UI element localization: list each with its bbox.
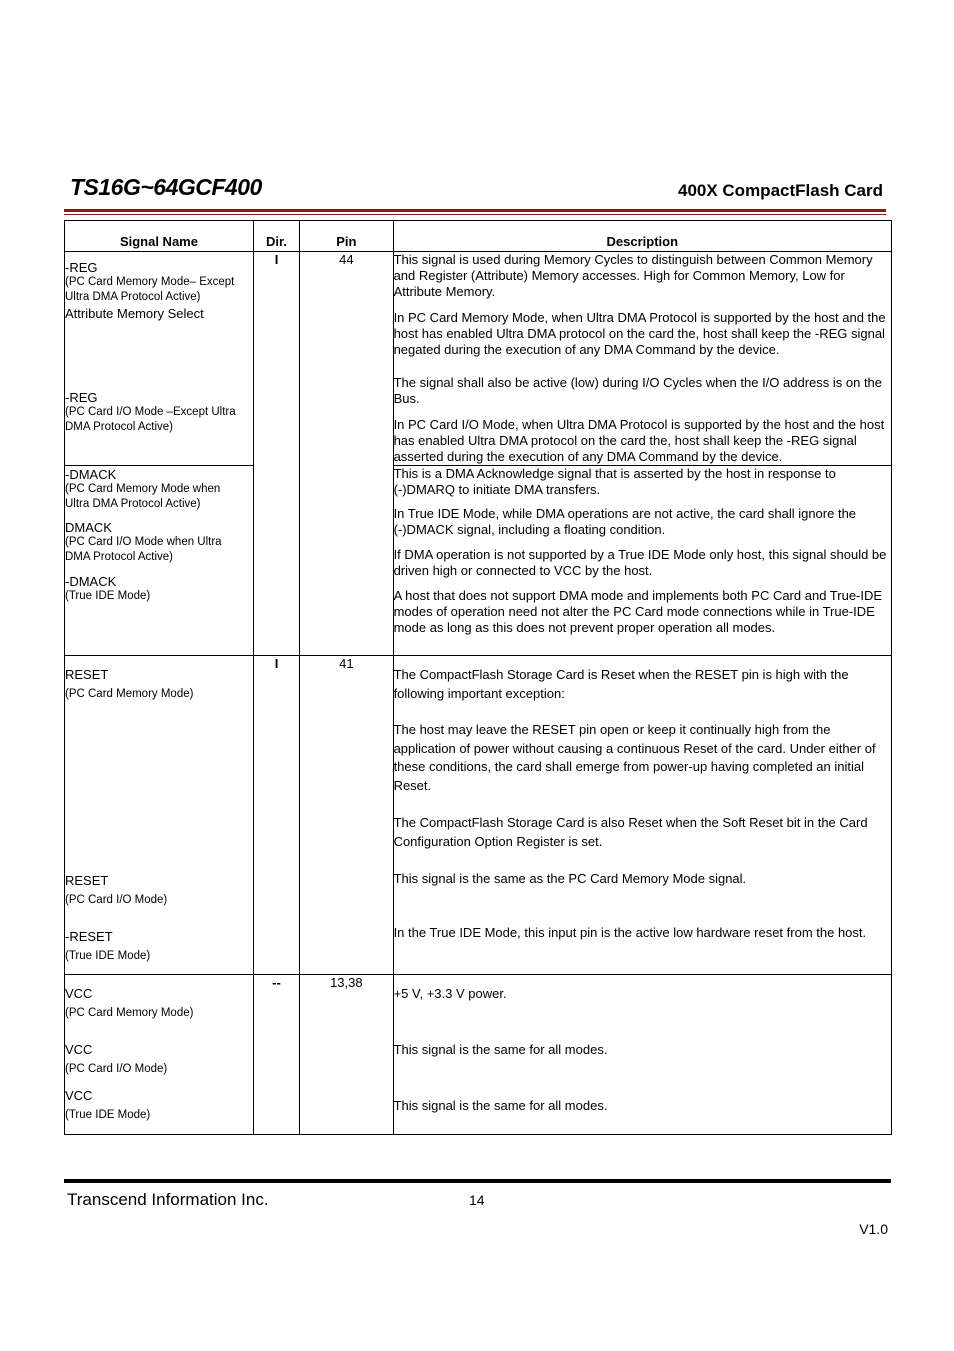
description-text: A host that does not support DMA mode and implements both PC Card and True-IDE modes of operation need not alter the PC Card mode connections while in True-IDE mode as long as this does not prevent proper operation all modes.	[393, 588, 883, 635]
description-text: This is a DMA Acknowledge signal that is asserted by the host in response to (-)DMARQ to initiate DMA transfers.	[393, 466, 836, 497]
header-rule	[64, 209, 886, 212]
description-text: In the True IDE Mode, this input pin is the active low hardware reset from the host.	[393, 924, 867, 940]
signal-mode: (PC Card Memory Mode)	[65, 1007, 194, 1019]
document-title: TS16G~64GCF400	[70, 174, 262, 200]
signal-extra: Attribute Memory Select	[65, 306, 204, 321]
description-text: This signal is the same for all modes.	[393, 1098, 608, 1113]
signal-mode: (PC Card I/O Mode)	[65, 1063, 168, 1075]
footer-company: Transcend Information Inc.	[67, 1190, 269, 1209]
description-text: +5 V, +3.3 V power.	[393, 986, 507, 1001]
dir-cell: --	[253, 975, 299, 1135]
table-row	[65, 252, 892, 466]
description-text: This signal is used during Memory Cycles to distinguish between Common Memory and Register (Attribute) Memory accesses. High for Common Memory, Low for Attribute Memory.	[393, 252, 873, 299]
signal-cell	[65, 975, 254, 1135]
description-cell	[393, 656, 891, 975]
signal-mode: Ultra DMA Protocol Active)	[65, 291, 201, 303]
description-text: The host may leave the RESET pin open or keep it continually high from the application of power without causing a continuous Reset of the card. Under either of these conditions, the card shall emerge from power-up having completed an initial Reset.	[393, 722, 876, 793]
signal-mode: DMA Protocol Active)	[65, 551, 174, 563]
signal-mode: DMA Protocol Active)	[65, 421, 174, 433]
pin-cell: 13,38	[300, 975, 393, 1135]
table-row	[65, 975, 892, 1135]
dir-cell: I	[253, 656, 299, 975]
table-row	[65, 656, 892, 975]
signal-name: VCC	[65, 1088, 93, 1103]
signal-mode: (PC Card I/O Mode when Ultra	[65, 536, 222, 548]
footer-rule	[64, 1179, 891, 1183]
header-pin: Pin	[300, 221, 393, 252]
signal-name: -RESET	[65, 929, 113, 944]
description-text: This signal is the same as the PC Card Memory Mode signal.	[393, 871, 747, 886]
signal-mode: (PC Card I/O Mode)	[65, 894, 168, 906]
description-text: In PC Card Memory Mode, when Ultra DMA Protocol is supported by the host and the host has enabled Ultra DMA protocol on the card the, host shall keep the -REG signal negated during the execution of any DMA Command by the device.	[393, 310, 886, 357]
signal-cell	[65, 656, 254, 975]
signal-mode: Ultra DMA Protocol Active)	[65, 498, 201, 510]
pin-description-table	[64, 220, 892, 1135]
signal-mode: (True IDE Mode)	[65, 1109, 151, 1121]
description-cell	[393, 466, 891, 656]
pin-cell: 44	[300, 252, 393, 656]
header-description: Description	[393, 221, 891, 252]
signal-name: -DMACK	[65, 467, 117, 482]
signal-name: RESET	[65, 873, 109, 888]
description-text: In True IDE Mode, while DMA operations are not active, the card shall ignore the (-)DMACK signal, including a floating condition.	[393, 506, 857, 537]
header-signal-name: Signal Name	[65, 221, 254, 252]
description-text: The signal shall also be active (low) during I/O Cycles when the I/O address is on the Bus.	[393, 375, 883, 406]
signal-mode: (True IDE Mode)	[65, 590, 151, 602]
signal-name: VCC	[65, 986, 93, 1001]
signal-name: RESET	[65, 667, 109, 682]
document-version: V1.0	[859, 1221, 888, 1237]
description-text: If DMA operation is not supported by a True IDE Mode only host, this signal should be driven high or connected to VCC by the host.	[393, 547, 887, 578]
signal-name: -DMACK	[65, 574, 117, 589]
page-number: 14	[469, 1192, 485, 1208]
header-rule-thin	[64, 214, 886, 215]
signal-mode: (PC Card Memory Mode when	[65, 483, 221, 495]
table-row	[65, 466, 892, 656]
signal-mode: (PC Card I/O Mode –Except Ultra	[65, 406, 236, 418]
table-header-row	[65, 221, 892, 252]
description-text: The CompactFlash Storage Card is Reset when the RESET pin is high with the following important exception:	[393, 667, 849, 701]
signal-name: VCC	[65, 1042, 93, 1057]
signal-cell	[65, 466, 254, 656]
signal-mode: (PC Card Memory Mode– Except	[65, 276, 235, 288]
header-dir: Dir.	[253, 221, 299, 252]
description-cell	[393, 252, 891, 466]
description-text: In PC Card I/O Mode, when Ultra DMA Protocol is supported by the host and the host has enabled Ultra DMA protocol on the card the, host shall keep the -REG signal asserted during the execution of any DMA Command by the device.	[393, 417, 885, 464]
description-text: The CompactFlash Storage Card is also Reset when the Soft Reset bit in the Card Configuration Option Register is set.	[393, 815, 868, 849]
description-cell	[393, 975, 891, 1135]
dir-cell: I	[253, 252, 299, 656]
pin-cell: 41	[300, 656, 393, 975]
signal-name: -REG	[65, 390, 98, 405]
signal-cell	[65, 252, 254, 466]
description-text: This signal is the same for all modes.	[393, 1042, 608, 1057]
signal-name: -REG	[65, 260, 98, 275]
signal-mode: (True IDE Mode)	[65, 950, 151, 962]
signal-name: DMACK	[65, 520, 112, 535]
document-subtitle: 400X CompactFlash Card	[677, 181, 883, 200]
signal-mode: (PC Card Memory Mode)	[65, 688, 194, 700]
